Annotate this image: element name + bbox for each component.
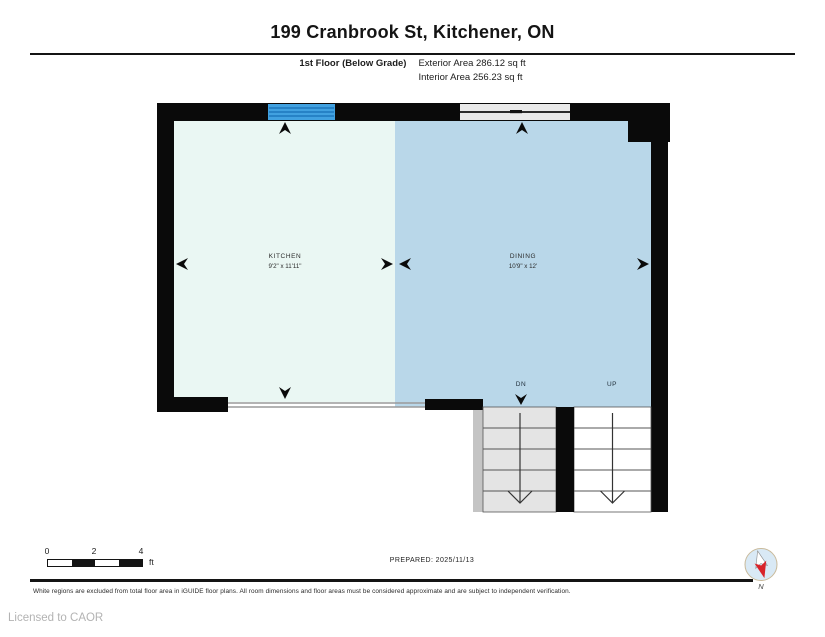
stair-side-wall — [473, 410, 483, 512]
page-title: 199 Cranbrook St, Kitchener, ON — [270, 22, 555, 42]
area-lines — [418, 57, 525, 84]
scale-unit: ft — [149, 557, 154, 567]
title-divider — [30, 53, 795, 55]
stairwell — [473, 407, 651, 512]
floor-label: 1st Floor (Below Grade) — [299, 58, 407, 69]
wall-left — [157, 103, 174, 412]
stairs-up-label: UP — [606, 381, 618, 388]
floor-info — [0, 57, 825, 84]
license-text: Licensed to CAOR — [8, 612, 104, 624]
window — [268, 104, 335, 120]
prepared-date: PREPARED: 2025/11/13 — [389, 557, 475, 564]
scale-tick: 2 — [91, 546, 97, 556]
kitchen-label: KITCHEN — [268, 253, 302, 260]
kitchen-dimensions: 9'2" x 11'11" — [268, 263, 302, 270]
compass-icon — [741, 546, 781, 592]
wall-bottom-left — [157, 397, 228, 412]
interior-area: Interior Area 256.23 sq ft — [418, 71, 523, 83]
wall-right — [651, 103, 668, 512]
exterior-area: Exterior Area 286.12 sq ft — [418, 58, 526, 69]
wall-top — [157, 103, 670, 121]
stair-divider-wall — [556, 407, 574, 512]
footer-divider — [30, 579, 753, 582]
wall-bottom-mid — [425, 399, 483, 410]
scale-bar — [44, 546, 154, 567]
compass-north-label: N — [758, 582, 764, 591]
scale-band — [47, 559, 143, 567]
wall-opening — [460, 104, 570, 120]
disclaimer-text: White regions are excluded from total floor area in iGUIDE floor plans. All room dimensions and floor areas must be considered approximate and are subject to independent verification. — [33, 588, 571, 595]
stairs-down-label: DN — [515, 381, 527, 388]
scale-tick-labels — [44, 546, 144, 557]
scale-tick: 0 — [44, 546, 50, 556]
dining-label: DINING — [509, 253, 537, 260]
scale-tick: 4 — [138, 546, 144, 556]
kitchen-area — [174, 121, 395, 402]
floorplan-drawing — [0, 95, 825, 525]
dining-dimensions: 10'9" x 12' — [508, 263, 538, 270]
